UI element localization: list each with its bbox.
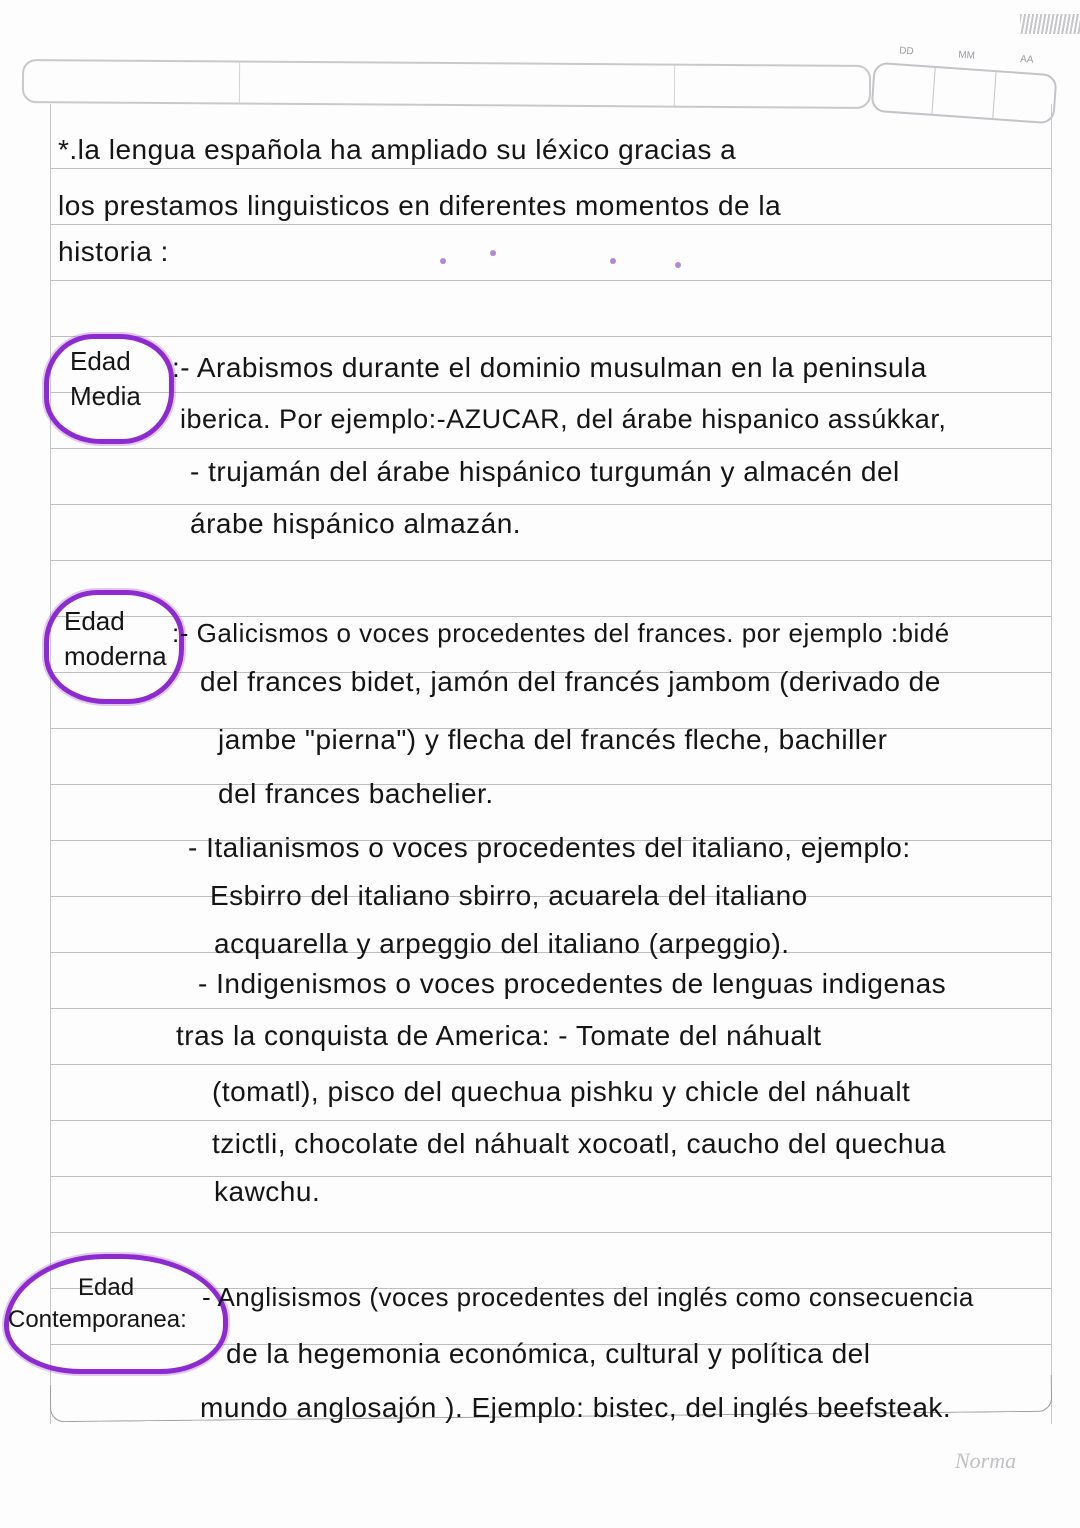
intro-line: historia : <box>58 236 169 267</box>
period-label-line: Edad <box>78 1274 135 1301</box>
rule-line <box>51 168 1051 169</box>
title-box-divider <box>674 66 675 106</box>
period-label <box>64 604 167 674</box>
period-label-line: Edad <box>70 346 131 376</box>
rule-line <box>51 224 1051 225</box>
ruled-area <box>50 104 1052 1424</box>
ink-speck <box>490 250 496 256</box>
section-line: - Indigenismos o voces procedentes de lenguas indigenas <box>198 968 947 999</box>
section-line: tras la conquista de America: - Tomate del náhualt <box>176 1020 822 1051</box>
section-line: árabe hispánico almazán. <box>190 508 522 539</box>
section-line: acquarella y arpeggio del italiano (arpeggio). <box>214 928 790 959</box>
rule-line <box>51 392 1051 393</box>
section-line: - Anglisismos (voces procedentes del inglés como consecuencia <box>202 1282 974 1312</box>
section-line: :- Galicismos o voces procedentes del frances. por ejemplo :bidé <box>172 618 950 648</box>
page-corner-shadow <box>1020 14 1080 34</box>
section-line: jambe "pierna") y flecha del francés fleche, bachiller <box>218 724 888 755</box>
rule-line <box>51 448 1051 449</box>
section-line: del frances bidet, jamón del francés jambom (derivado de <box>200 666 941 697</box>
period-label-line: Contemporanea: <box>8 1306 187 1334</box>
section-line: del frances bachelier. <box>218 778 494 809</box>
section-line: mundo anglosajón ). Ejemplo: bistec, del inglés beefsteak. <box>200 1392 952 1423</box>
rule-line <box>51 280 1051 281</box>
intro-line: los prestamos linguisticos en diferentes momentos de la <box>58 190 782 221</box>
section-line: kawchu. <box>214 1176 321 1207</box>
rule-line <box>51 336 1051 337</box>
rule-line <box>51 504 1051 505</box>
rule-line <box>51 1176 1051 1177</box>
date-label-aa: AA <box>1019 53 1034 66</box>
period-label <box>8 1272 187 1337</box>
section-line: (tomatl), pisco del quechua pishku y chicle del náhualt <box>212 1076 911 1107</box>
period-label <box>70 344 141 414</box>
title-box <box>22 59 871 109</box>
title-box-divider <box>239 63 240 103</box>
date-label-mm: MM <box>957 49 976 62</box>
ink-speck <box>440 258 446 264</box>
rule-line <box>51 784 1051 785</box>
section-line: :- Arabismos durante el dominio musulman en la peninsula <box>172 352 927 383</box>
section-line: Esbirro del italiano sbirro, acuarela del italiano <box>210 880 808 911</box>
section-line: - trujamán del árabe hispánico turgumán y almacén del <box>190 456 900 487</box>
date-label-dd: DD <box>898 45 915 58</box>
section-line: de la hegemonia económica, cultural y política del <box>226 1338 871 1369</box>
rule-line <box>51 1232 1051 1233</box>
section-line: tzictli, chocolate del náhualt xocoatl, caucho del quechua <box>212 1128 947 1159</box>
section-line: iberica. Por ejemplo:-AZUCAR, del árabe hispanico assúkkar, <box>180 404 947 434</box>
rule-line <box>51 616 1051 617</box>
ink-speck <box>610 258 616 264</box>
period-label-line: Edad <box>64 606 125 636</box>
section-line: - Italianismos o voces procedentes del italiano, ejemplo: <box>188 832 911 863</box>
ink-speck <box>675 262 681 268</box>
intro-line: *.la lengua española ha ampliado su léxico gracias a <box>58 134 737 165</box>
notebook-brand-logo: Norma <box>955 1448 1017 1473</box>
rule-line <box>51 1064 1051 1065</box>
period-label-line: moderna <box>64 641 167 672</box>
rule-line <box>51 1120 1051 1121</box>
rule-line <box>51 1008 1051 1009</box>
period-label-line: Media <box>70 381 141 412</box>
rule-line <box>51 560 1051 561</box>
